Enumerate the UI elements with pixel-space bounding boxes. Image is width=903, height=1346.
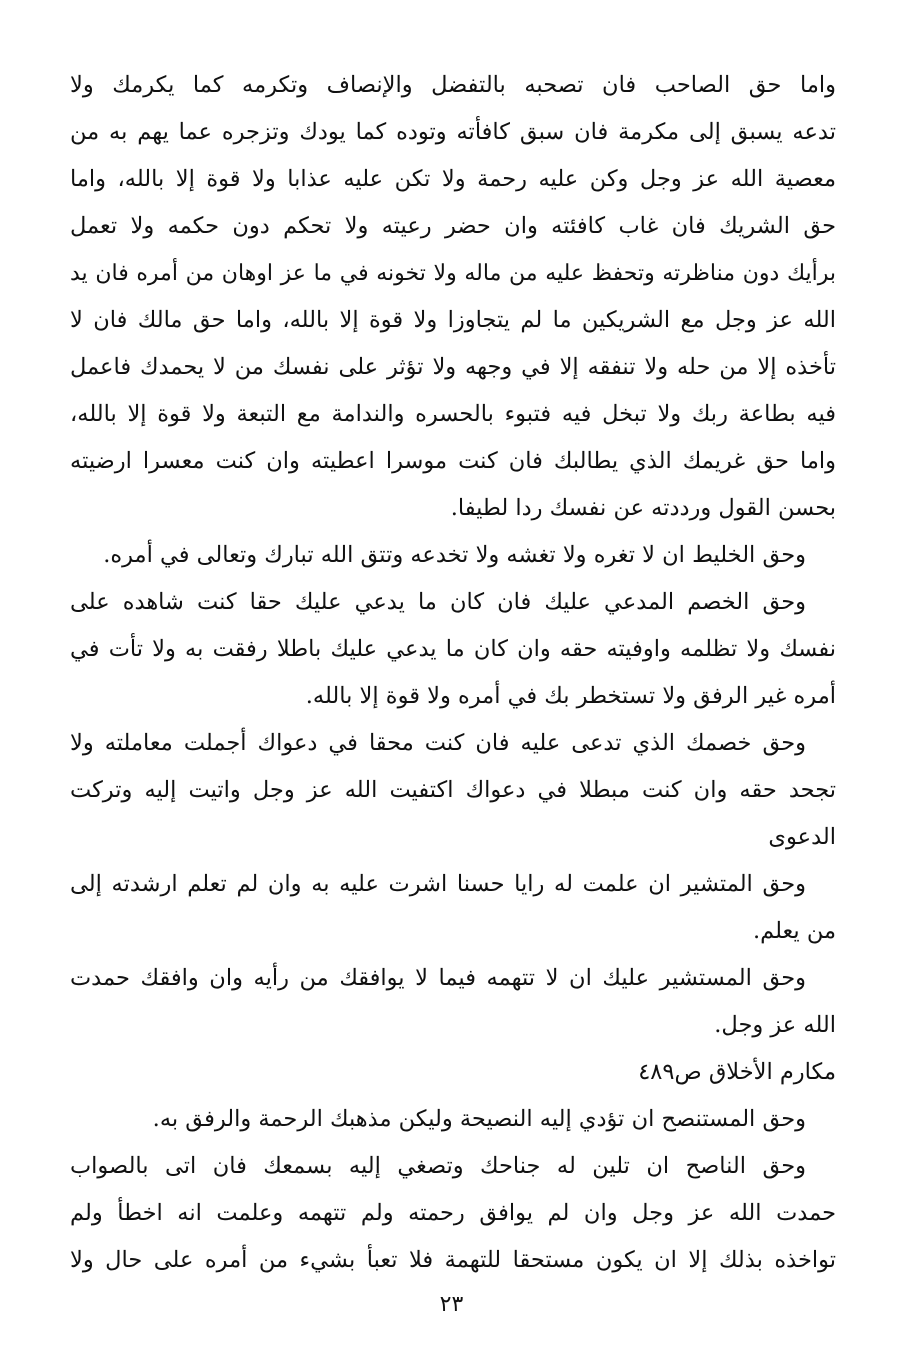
text-line-10: بحسن القول ورددته عن نفسك ردا لطيفا. — [450, 495, 836, 521]
page-number: ٢٣ — [439, 1292, 464, 1317]
text-line-2: تدعه يسبق إلى مكرمة فان سبق كافأته وتوده كما يودك وتزجره عما يهم به من — [70, 119, 836, 145]
text-line-14: أمره غير الرفق ولا تستخطر بك في أمره ولا قوة إلا بالله. — [305, 683, 836, 709]
text-line-17: الدعوى — [768, 824, 836, 850]
text-line-4: حق الشريك فان غاب كافئته وان حضر رعيته ولا تحكم دون حكمه ولا تعمل — [70, 213, 836, 239]
text-line-6: الله عز وجل مع الشريكين ما لم يتجاوزا ولا قوة إلا بالله، واما حق مالك فان لا — [70, 307, 836, 333]
text-line-24: وحق الناصح ان تلين له جناحك وتصغي إليه بسمعك فان اتى بالصواب — [70, 1153, 806, 1179]
text-line-23: وحق المستنصح ان تؤدي إليه النصيحة وليكن مذهبك الرحمة والرفق به. — [152, 1106, 806, 1132]
text-line-21: الله عز وجل. — [714, 1012, 836, 1038]
text-line-20: وحق المستشير عليك ان لا تتهمه فيما لا يوافقك من رأيه وان وافقك حمدت — [70, 965, 806, 991]
text-line-19: من يعلم. — [752, 918, 836, 944]
text-line-5: برأيك دون مناظرته وتحفظ عليه من ماله ولا تخونه في ما عز اوهان من أمره فان يد — [70, 261, 836, 286]
text-line-25: حمدت الله عز وجل وان لم يوافق رحمته ولم تتهمه وعلمت انه اخطأ ولم — [70, 1200, 836, 1226]
text-line-26: تواخذه بذلك إلا ان يكون مستحقا للتهمة فلا تعبأ بشيء من أمره على حال ولا — [70, 1247, 836, 1273]
text-line-8: فيه بطاعة ربك ولا تبخل فيه فتبوء بالحسره والندامة مع التبعة ولا قوة إلا بالله، — [70, 401, 836, 427]
text-line-9: واما حق غريمك الذي يطالبك فان كنت موسرا اعطيته وان كنت معسرا ارضيته — [70, 448, 836, 474]
text-line-3: معصية الله عز وجل وكن عليه رحمة ولا تكن عليه عذابا ولا قوة إلا بالله، واما — [70, 166, 836, 192]
text-line-13: نفسك ولا تظلمه واوفيته حقه وان كان ما يدعي عليك باطلا رفقت به ولا تأت في — [70, 636, 836, 662]
text-line-7: تأخذه إلا من حله ولا تنفقه إلا في وجهه ولا تؤثر على نفسك من لا يحمدك فاعمل — [70, 354, 836, 380]
text-line-16: تجحد حقه وان كنت مبطلا في دعواك اكتفيت الله عز وجل واتيت إليه وتركت — [70, 777, 836, 803]
document-page — [70, 62, 836, 1302]
source-reference: مكارم الأخلاق ص٤٨٩ — [638, 1059, 836, 1085]
text-line-1: واما حق الصاحب فان تصحبه بالتفضل والإنصاف وتكرمه كما يكرمك ولا — [70, 72, 836, 98]
text-line-15: وحق خصمك الذي تدعى عليه فان كنت محقا في دعواك أجملت معاملته ولا — [70, 730, 806, 756]
text-line-11: وحق الخليط ان لا تغره ولا تغشه ولا تخدعه وتتق الله تبارك وتعالى في أمره. — [103, 542, 806, 568]
text-line-18: وحق المتشير ان علمت له رايا حسنا اشرت عليه به وان لم تعلم ارشدته إلى — [70, 871, 806, 897]
text-line-12: وحق الخصم المدعي عليك فان كان ما يدعي عليك حقا كنت شاهده على — [70, 589, 806, 615]
